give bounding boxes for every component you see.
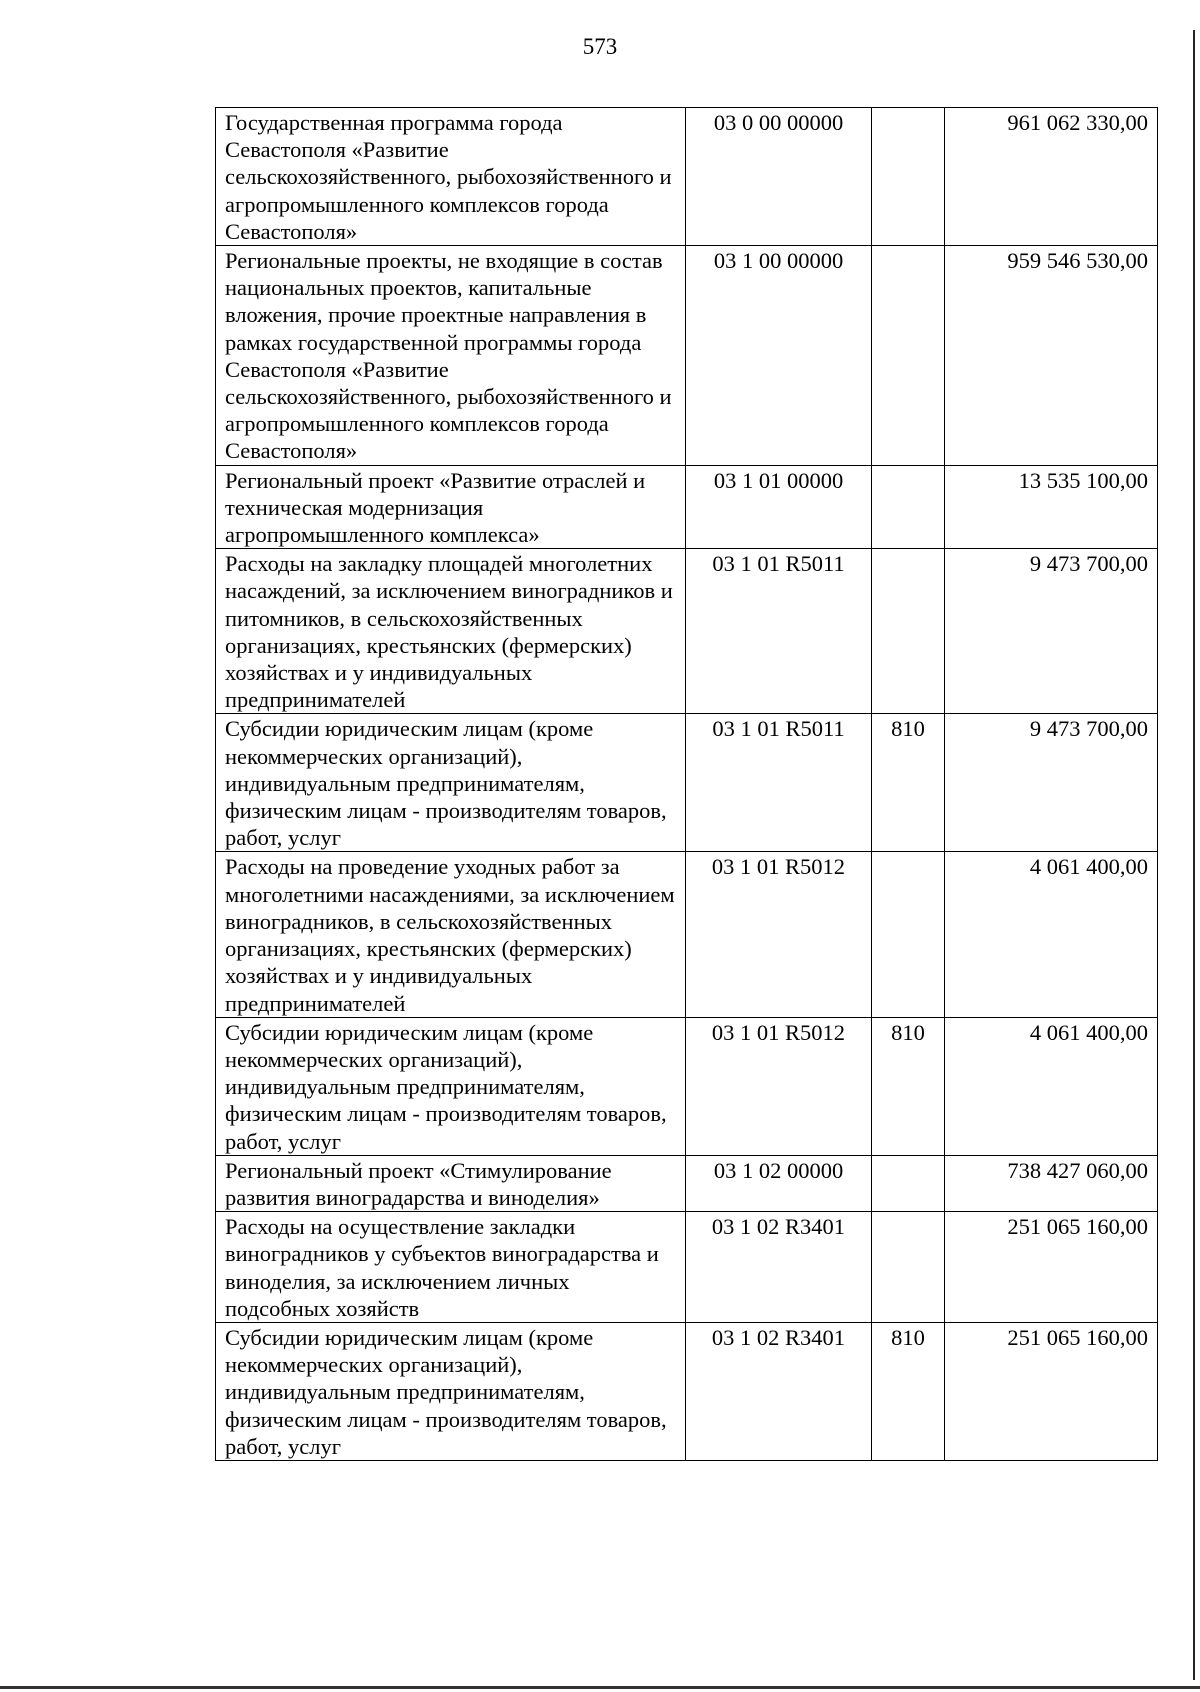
row-expense-type <box>872 246 945 466</box>
row-code: 03 1 01 R5011 <box>686 714 872 852</box>
row-name: Субсидии юридическим лицам (кроме некоммерческих организаций), индивидуальным предпринимателям, физическим лицам - производителям товаров, работ, услуг <box>216 1322 686 1460</box>
row-code: 03 1 01 00000 <box>686 465 872 549</box>
row-amount: 9 473 700,00 <box>945 714 1158 852</box>
row-amount: 959 546 530,00 <box>945 246 1158 466</box>
row-amount: 251 065 160,00 <box>945 1212 1158 1323</box>
row-code: 03 1 01 R5012 <box>686 1017 872 1155</box>
row-expense-type <box>872 1155 945 1211</box>
row-name: Расходы на осуществление закладки виноградников у субъектов виноградарства и виноделия, за исключением личных подсобных хозяйств <box>216 1212 686 1323</box>
table-row <box>216 852 1158 1017</box>
row-amount: 4 061 400,00 <box>945 1017 1158 1155</box>
table-row <box>216 108 1158 246</box>
row-name: Расходы на закладку площадей многолетних насаждений, за исключением виноградников и питомников, в сельскохозяйственных организациях, крестьянских (фермерских) хозяйствах и у индивидуальных предпринимателей <box>216 549 686 714</box>
table-row <box>216 549 1158 714</box>
row-expense-type <box>872 549 945 714</box>
budget-table-body <box>216 108 1158 1461</box>
table-row <box>216 246 1158 466</box>
page-number: 573 <box>582 34 618 59</box>
row-expense-type <box>872 852 945 1017</box>
budget-table <box>215 107 1158 1461</box>
row-code: 03 1 02 R3401 <box>686 1322 872 1460</box>
row-expense-type <box>872 465 945 549</box>
row-name: Государственная программа города Севастополя «Развитие сельскохозяйственного, рыбохозяйственного и агропромышленного комплексов города Севастополя» <box>216 108 686 246</box>
scan-edge-bottom <box>0 1686 1200 1689</box>
row-amount: 738 427 060,00 <box>945 1155 1158 1211</box>
row-code: 03 1 01 R5011 <box>686 549 872 714</box>
table-row <box>216 465 1158 549</box>
row-name: Субсидии юридическим лицам (кроме некоммерческих организаций), индивидуальным предпринимателям, физическим лицам - производителям товаров, работ, услуг <box>216 1017 686 1155</box>
table-row <box>216 1212 1158 1323</box>
row-amount: 251 065 160,00 <box>945 1322 1158 1460</box>
table-row <box>216 714 1158 852</box>
row-amount: 13 535 100,00 <box>945 465 1158 549</box>
row-code: 03 1 00 00000 <box>686 246 872 466</box>
row-amount: 9 473 700,00 <box>945 549 1158 714</box>
row-expense-type <box>872 1212 945 1323</box>
row-name: Региональный проект «Стимулирование развития виноградарства и виноделия» <box>216 1155 686 1211</box>
row-code: 03 1 02 00000 <box>686 1155 872 1211</box>
row-name: Расходы на проведение уходных работ за многолетними насаждениями, за исключением виноградников, в сельскохозяйственных организациях, крестьянских (фермерских) хозяйствах и у индивидуальных предпринимателей <box>216 852 686 1017</box>
table-row <box>216 1017 1158 1155</box>
row-expense-type: 810 <box>872 1322 945 1460</box>
row-name: Субсидии юридическим лицам (кроме некоммерческих организаций), индивидуальным предпринимателям, физическим лицам - производителям товаров, работ, услуг <box>216 714 686 852</box>
row-code: 03 1 02 R3401 <box>686 1212 872 1323</box>
row-code: 03 1 01 R5012 <box>686 852 872 1017</box>
row-name: Региональные проекты, не входящие в состав национальных проектов, капитальные вложения, прочие проектные направления в рамках государственной программы города Севастополя «Развитие сельскохозяйственного, рыбохозяйственного и агропромышленного комплексов города Севастополя» <box>216 246 686 466</box>
table-row <box>216 1155 1158 1211</box>
scan-edge-right <box>1193 30 1195 1680</box>
row-amount: 4 061 400,00 <box>945 852 1158 1017</box>
row-expense-type <box>872 108 945 246</box>
row-expense-type: 810 <box>872 1017 945 1155</box>
row-name: Региональный проект «Развитие отраслей и техническая модернизация агропромышленного комплекса» <box>216 465 686 549</box>
row-expense-type: 810 <box>872 714 945 852</box>
row-amount: 961 062 330,00 <box>945 108 1158 246</box>
row-code: 03 0 00 00000 <box>686 108 872 246</box>
table-row <box>216 1322 1158 1460</box>
